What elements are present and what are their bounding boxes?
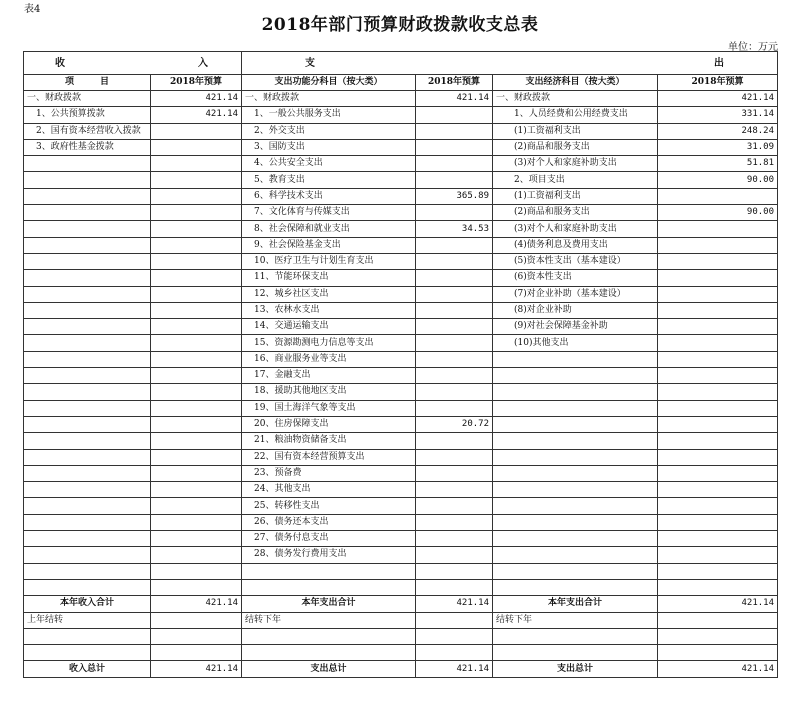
- income-item-cell: [24, 531, 151, 547]
- income-budget-cell: [151, 465, 242, 481]
- econ-item-cell: 一、财政拨款: [493, 91, 658, 107]
- func-item-cell: 6、科学技术支出: [242, 188, 416, 204]
- income-budget-cell: [151, 319, 242, 335]
- income-budget-cell: [151, 416, 242, 432]
- func-budget-cell: [416, 286, 493, 302]
- econ-budget-cell: [658, 302, 778, 318]
- income-item-cell: [24, 351, 151, 367]
- income-budget-cell: [151, 270, 242, 286]
- econ-item-cell: (3)对个人和家庭补助支出: [493, 221, 658, 237]
- func-item-cell: 14、交通运输支出: [242, 319, 416, 335]
- income-group-char-2: 入: [198, 57, 208, 69]
- table-row: [24, 286, 778, 302]
- empty-cell: [658, 645, 778, 661]
- table-row: [24, 302, 778, 318]
- econ-budget-cell: [658, 286, 778, 302]
- year-income-total-label: 本年收入合计: [24, 596, 151, 612]
- func-item-cell: 18、援助其他地区支出: [242, 384, 416, 400]
- table-row: [24, 547, 778, 563]
- econ-item-cell: 1、人员经费和公用经费支出: [493, 107, 658, 123]
- income-budget-cell: [151, 400, 242, 416]
- econ-budget-cell: [658, 221, 778, 237]
- econ-budget-cell: [658, 237, 778, 253]
- income-budget-cell: [151, 253, 242, 269]
- econ-item-cell: [493, 498, 658, 514]
- income-item-cell: [24, 498, 151, 514]
- func-item-cell: 12、城乡社区支出: [242, 286, 416, 302]
- table-row: [24, 579, 778, 595]
- econ-budget-cell: [658, 547, 778, 563]
- econ-item-cell: (9)对社会保障基金补助: [493, 319, 658, 335]
- table-row: [24, 449, 778, 465]
- econ-budget-cell: [658, 335, 778, 351]
- grand-econ-total-value: 421.14: [658, 661, 778, 677]
- func-item-cell: 3、国防支出: [242, 139, 416, 155]
- func-budget-cell: 365.89: [416, 188, 493, 204]
- econ-item-cell: [493, 482, 658, 498]
- carry-forward-econ-value: [658, 612, 778, 628]
- income-item-cell: [24, 156, 151, 172]
- budget-table: [23, 51, 778, 678]
- empty-cell: [242, 628, 416, 644]
- econ-budget-cell: 421.14: [658, 91, 778, 107]
- func-item-cell: 28、债务发行费用支出: [242, 547, 416, 563]
- table-row: [24, 498, 778, 514]
- func-item-cell: 26、债务还本支出: [242, 514, 416, 530]
- grand-func-total-label: 支出总计: [242, 661, 416, 677]
- col-econ-budget-header: 2018年预算: [658, 75, 778, 91]
- grand-total-row: [24, 661, 778, 677]
- econ-budget-cell: [658, 351, 778, 367]
- econ-budget-cell: [658, 384, 778, 400]
- income-item-cell: [24, 514, 151, 530]
- income-budget-cell: [151, 188, 242, 204]
- carry-forward-func-label: 结转下年: [242, 612, 416, 628]
- empty-cell: [658, 628, 778, 644]
- econ-item-cell: [493, 514, 658, 530]
- func-budget-cell: [416, 237, 493, 253]
- grand-income-total-label: 收入总计: [24, 661, 151, 677]
- econ-item-cell: [493, 416, 658, 432]
- income-budget-cell: [151, 563, 242, 579]
- income-budget-cell: [151, 156, 242, 172]
- table-row: [24, 433, 778, 449]
- func-item-cell: 4、公共安全支出: [242, 156, 416, 172]
- func-budget-cell: [416, 335, 493, 351]
- table-row: [24, 319, 778, 335]
- income-item-cell: [24, 368, 151, 384]
- table-row: [24, 645, 778, 661]
- func-budget-cell: 20.72: [416, 416, 493, 432]
- income-item-cell: 2、国有资本经营收入拨款: [24, 123, 151, 139]
- income-item-cell: [24, 319, 151, 335]
- table-row: [24, 270, 778, 286]
- func-item-cell: 7、文化体育与传媒支出: [242, 205, 416, 221]
- carry-over-in-label: 上年结转: [24, 612, 151, 628]
- table-row: [24, 237, 778, 253]
- table-number-label: 表4: [24, 4, 41, 15]
- func-item-cell: 17、金融支出: [242, 368, 416, 384]
- empty-cell: [493, 628, 658, 644]
- econ-item-cell: (2)商品和服务支出: [493, 205, 658, 221]
- func-item-cell: 16、商业服务业等支出: [242, 351, 416, 367]
- table-row: [24, 221, 778, 237]
- func-budget-cell: [416, 449, 493, 465]
- table-row: [24, 205, 778, 221]
- econ-budget-cell: [658, 449, 778, 465]
- econ-item-cell: [493, 563, 658, 579]
- carry-row: [24, 612, 778, 628]
- income-item-cell: [24, 465, 151, 481]
- func-budget-cell: [416, 514, 493, 530]
- econ-item-cell: (3)对个人和家庭补助支出: [493, 156, 658, 172]
- expense-group-header: [242, 52, 778, 75]
- econ-budget-cell: 248.24: [658, 123, 778, 139]
- year-total-row: [24, 596, 778, 612]
- expense-group-char-2: 出: [714, 57, 724, 69]
- income-item-cell: [24, 384, 151, 400]
- table-row: [24, 482, 778, 498]
- econ-budget-cell: 90.00: [658, 172, 778, 188]
- income-item-cell: [24, 205, 151, 221]
- income-budget-cell: [151, 482, 242, 498]
- col-income-budget-header: 2018年预算: [151, 75, 242, 91]
- income-item-cell: [24, 547, 151, 563]
- econ-budget-cell: [658, 400, 778, 416]
- func-budget-cell: [416, 351, 493, 367]
- econ-item-cell: [493, 400, 658, 416]
- income-budget-cell: 421.14: [151, 107, 242, 123]
- income-item-cell: [24, 253, 151, 269]
- col-item-char-2: 目: [100, 77, 110, 87]
- income-budget-cell: [151, 335, 242, 351]
- table-row: [24, 563, 778, 579]
- income-item-cell: [24, 335, 151, 351]
- econ-budget-cell: 90.00: [658, 205, 778, 221]
- func-budget-cell: [416, 172, 493, 188]
- func-item-cell: 13、农林水支出: [242, 302, 416, 318]
- income-item-cell: [24, 416, 151, 432]
- table-row: [24, 123, 778, 139]
- func-item-cell: 9、社会保险基金支出: [242, 237, 416, 253]
- econ-item-cell: (8)对企业补助: [493, 302, 658, 318]
- income-item-cell: 3、政府性基金拨款: [24, 139, 151, 155]
- expense-group-char-1: 支: [305, 57, 315, 69]
- table-row: [24, 107, 778, 123]
- func-budget-cell: [416, 253, 493, 269]
- empty-cell: [416, 645, 493, 661]
- empty-cell: [493, 645, 658, 661]
- income-budget-cell: [151, 368, 242, 384]
- income-budget-cell: [151, 172, 242, 188]
- econ-budget-cell: [658, 416, 778, 432]
- econ-item-cell: (4)债务利息及费用支出: [493, 237, 658, 253]
- grand-func-total-value: 421.14: [416, 661, 493, 677]
- income-item-cell: [24, 221, 151, 237]
- func-item-cell: [242, 563, 416, 579]
- econ-budget-cell: [658, 433, 778, 449]
- income-item-cell: [24, 172, 151, 188]
- col-func-budget-header: 2018年预算: [416, 75, 493, 91]
- func-budget-cell: [416, 465, 493, 481]
- func-budget-cell: [416, 270, 493, 286]
- econ-item-cell: [493, 531, 658, 547]
- income-item-cell: [24, 482, 151, 498]
- income-budget-cell: [151, 384, 242, 400]
- func-budget-cell: [416, 205, 493, 221]
- page-title: 2018年部门预算财政拨款收支总表: [261, 15, 539, 35]
- grand-econ-total-label: 支出总计: [493, 661, 658, 677]
- econ-budget-cell: [658, 498, 778, 514]
- income-budget-cell: [151, 286, 242, 302]
- table-row: [24, 416, 778, 432]
- income-item-cell: [24, 449, 151, 465]
- func-item-cell: 11、节能环保支出: [242, 270, 416, 286]
- econ-item-cell: [493, 384, 658, 400]
- func-item-cell: 10、医疗卫生与计划生育支出: [242, 253, 416, 269]
- econ-item-cell: [493, 547, 658, 563]
- func-budget-cell: [416, 498, 493, 514]
- func-item-cell: 5、教育支出: [242, 172, 416, 188]
- grand-income-total-value: 421.14: [151, 661, 242, 677]
- econ-budget-cell: [658, 270, 778, 286]
- year-func-total-label: 本年支出合计: [242, 596, 416, 612]
- table-row: [24, 91, 778, 107]
- func-budget-cell: [416, 139, 493, 155]
- func-item-cell: 20、住房保障支出: [242, 416, 416, 432]
- table-row: [24, 384, 778, 400]
- table-row: [24, 400, 778, 416]
- func-budget-cell: [416, 156, 493, 172]
- table-row: [24, 368, 778, 384]
- econ-budget-cell: [658, 253, 778, 269]
- income-budget-cell: [151, 351, 242, 367]
- func-budget-cell: 34.53: [416, 221, 493, 237]
- func-budget-cell: [416, 123, 493, 139]
- func-item-cell: 8、社会保障和就业支出: [242, 221, 416, 237]
- econ-budget-cell: 331.14: [658, 107, 778, 123]
- table-row: [24, 465, 778, 481]
- econ-budget-cell: [658, 368, 778, 384]
- income-item-cell: 1、公共预算拨款: [24, 107, 151, 123]
- econ-item-cell: [493, 465, 658, 481]
- table-row: [24, 188, 778, 204]
- func-budget-cell: [416, 531, 493, 547]
- empty-cell: [151, 645, 242, 661]
- empty-cell: [416, 628, 493, 644]
- year-income-total-value: 421.14: [151, 596, 242, 612]
- econ-item-cell: (6)资本性支出: [493, 270, 658, 286]
- carry-over-in-value: [151, 612, 242, 628]
- carry-forward-econ-label: 结转下年: [493, 612, 658, 628]
- col-econ-header: 支出经济科目（按大类）: [493, 75, 658, 91]
- empty-cell: [24, 645, 151, 661]
- econ-budget-cell: 31.09: [658, 139, 778, 155]
- func-budget-cell: [416, 433, 493, 449]
- table-row: [24, 531, 778, 547]
- income-group-header: [24, 52, 242, 75]
- econ-item-cell: (1)工资福利支出: [493, 123, 658, 139]
- func-item-cell: 1、一般公共服务支出: [242, 107, 416, 123]
- econ-item-cell: (7)对企业补助（基本建设）: [493, 286, 658, 302]
- func-item-cell: 23、预备费: [242, 465, 416, 481]
- econ-item-cell: (1)工资福利支出: [493, 188, 658, 204]
- income-item-cell: [24, 270, 151, 286]
- column-header-row: [24, 75, 778, 91]
- func-budget-cell: [416, 579, 493, 595]
- income-budget-cell: [151, 579, 242, 595]
- income-budget-cell: [151, 139, 242, 155]
- income-budget-cell: [151, 433, 242, 449]
- income-group-char-1: 收: [55, 57, 65, 69]
- table-row: [24, 628, 778, 644]
- table-row: [24, 351, 778, 367]
- table-row: [24, 514, 778, 530]
- func-budget-cell: [416, 563, 493, 579]
- func-item-cell: 27、债务付息支出: [242, 531, 416, 547]
- income-budget-cell: [151, 221, 242, 237]
- income-item-cell: [24, 286, 151, 302]
- func-budget-cell: [416, 319, 493, 335]
- func-item-cell: 24、其他支出: [242, 482, 416, 498]
- empty-cell: [24, 628, 151, 644]
- econ-item-cell: [493, 368, 658, 384]
- econ-item-cell: (10)其他支出: [493, 335, 658, 351]
- econ-budget-cell: [658, 482, 778, 498]
- table-row: [24, 253, 778, 269]
- empty-cell: [151, 628, 242, 644]
- empty-cell: [242, 645, 416, 661]
- income-budget-cell: [151, 302, 242, 318]
- func-budget-cell: [416, 400, 493, 416]
- econ-item-cell: (2)商品和服务支出: [493, 139, 658, 155]
- income-budget-cell: [151, 123, 242, 139]
- func-budget-cell: [416, 107, 493, 123]
- econ-budget-cell: [658, 319, 778, 335]
- func-item-cell: 19、国土海洋气象等支出: [242, 400, 416, 416]
- econ-item-cell: [493, 579, 658, 595]
- income-item-cell: [24, 579, 151, 595]
- col-func-header: 支出功能分科目（按大类）: [242, 75, 416, 91]
- carry-forward-func-value: [416, 612, 493, 628]
- income-budget-cell: [151, 205, 242, 221]
- econ-item-cell: [493, 351, 658, 367]
- table-row: [24, 156, 778, 172]
- econ-item-cell: 2、项目支出: [493, 172, 658, 188]
- col-item-char-1: 项: [64, 77, 74, 87]
- func-item-cell: 25、转移性支出: [242, 498, 416, 514]
- func-budget-cell: [416, 384, 493, 400]
- budget-table-body: [24, 52, 778, 678]
- income-budget-cell: [151, 237, 242, 253]
- income-item-cell: 一、财政拨款: [24, 91, 151, 107]
- col-item-header: [24, 75, 151, 91]
- table-row: [24, 139, 778, 155]
- func-item-cell: [242, 579, 416, 595]
- func-budget-cell: [416, 302, 493, 318]
- func-budget-cell: [416, 482, 493, 498]
- group-header-row: [24, 52, 778, 75]
- table-row: [24, 335, 778, 351]
- year-func-total-value: 421.14: [416, 596, 493, 612]
- econ-budget-cell: [658, 563, 778, 579]
- func-budget-cell: [416, 368, 493, 384]
- income-budget-cell: [151, 498, 242, 514]
- econ-item-cell: [493, 449, 658, 465]
- table-row: [24, 172, 778, 188]
- income-budget-cell: 421.14: [151, 91, 242, 107]
- func-item-cell: 21、粮油物资储备支出: [242, 433, 416, 449]
- income-item-cell: [24, 188, 151, 204]
- year-econ-total-value: 421.14: [658, 596, 778, 612]
- func-budget-cell: 421.14: [416, 91, 493, 107]
- func-item-cell: 15、资源勘测电力信息等支出: [242, 335, 416, 351]
- income-item-cell: [24, 400, 151, 416]
- unit-label: 单位：万元: [728, 42, 778, 53]
- func-item-cell: 一、财政拨款: [242, 91, 416, 107]
- econ-budget-cell: [658, 188, 778, 204]
- year-econ-total-label: 本年支出合计: [493, 596, 658, 612]
- econ-item-cell: (5)资本性支出（基本建设）: [493, 253, 658, 269]
- income-budget-cell: [151, 449, 242, 465]
- func-budget-cell: [416, 547, 493, 563]
- income-item-cell: [24, 433, 151, 449]
- econ-budget-cell: 51.81: [658, 156, 778, 172]
- econ-budget-cell: [658, 465, 778, 481]
- income-item-cell: [24, 302, 151, 318]
- econ-budget-cell: [658, 514, 778, 530]
- income-budget-cell: [151, 547, 242, 563]
- econ-budget-cell: [658, 579, 778, 595]
- func-item-cell: 22、国有资本经营预算支出: [242, 449, 416, 465]
- func-item-cell: 2、外交支出: [242, 123, 416, 139]
- income-budget-cell: [151, 514, 242, 530]
- income-budget-cell: [151, 531, 242, 547]
- income-item-cell: [24, 237, 151, 253]
- income-item-cell: [24, 563, 151, 579]
- econ-item-cell: [493, 433, 658, 449]
- econ-budget-cell: [658, 531, 778, 547]
